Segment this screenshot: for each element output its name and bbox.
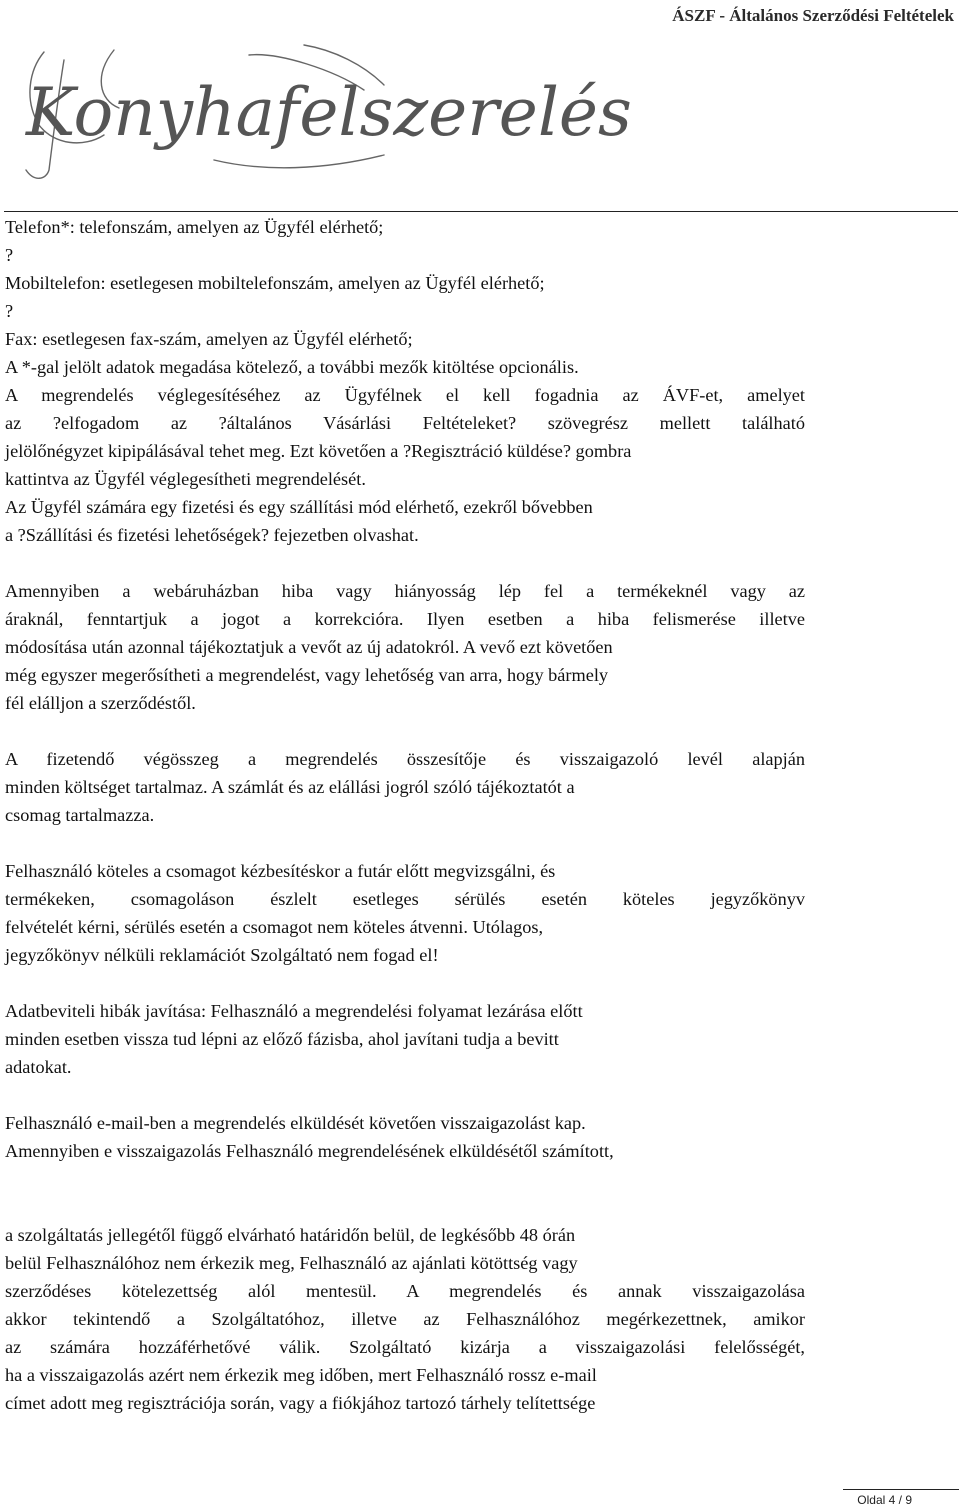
text-line: minden esetben vissza tud lépni az előző fázisba, ahol javítani tudja a bevitt [5, 1029, 559, 1049]
text-line: ? [5, 245, 14, 265]
text-line: kattintva az Ügyfél véglegesítheti megrendelését. [5, 469, 366, 489]
text-line: Felhasználó köteles a csomagot kézbesítéskor a futár előtt megvizsgálni, és [5, 861, 556, 881]
text-line: szerződéses kötelezettség alól mentesül. A megrendelés és annak visszaigazolása [5, 1281, 805, 1301]
document-header-title: ÁSZF - Általános Szerződési Feltételek [672, 6, 954, 25]
text-line: Felhasználó e-mail-ben a megrendelés elküldését követően visszaigazolást kap. [5, 1113, 586, 1133]
logo-text: Konyhafelszerelés [26, 74, 632, 151]
text-line: az ?elfogadom az ?általános Vásárlási Feltételeket? szövegrész mellett található [5, 413, 805, 433]
text-line: fél elálljon a szerződéstől. [5, 693, 196, 713]
text-line: a szolgáltatás jellegétől függő elvárható határidőn belül, de legkésőbb 48 órán [5, 1225, 576, 1245]
text-line: adatokat. [5, 1057, 72, 1077]
text-line: Amennyiben a webáruházban hiba vagy hiányosság lép fel a termékeknél vagy az [5, 581, 805, 601]
text-line: jegyzőkönyv nélküli reklamációt Szolgáltató nem fogad el! [5, 945, 439, 965]
header-rule [4, 211, 958, 212]
text-line: minden költséget tartalmaz. A számlát és az elállási jogról szóló tájékoztatót a [5, 777, 575, 797]
text-line: Telefon*: telefonszám, amelyen az Ügyfél elérhető; [5, 217, 384, 237]
text-line: A *-gal jelölt adatok megadása kötelező, a további mezők kitöltése opcionális. [5, 357, 579, 377]
text-line: A fizetendő végösszeg a megrendelés összesítője és visszaigazoló levél alapján [5, 749, 805, 769]
text-line: felvételét kérni, sérülés esetén a csomagot nem köteles átvenni. Utólagos, [5, 917, 544, 937]
text-line: ha a visszaigazolás azért nem érkezik meg időben, mert Felhasználó rossz e-mail [5, 1365, 597, 1385]
text-line: még egyszer megerősítheti a megrendelést, vagy lehetőség van arra, hogy bármely [5, 665, 609, 685]
text-line: áraknál, fenntartjuk a jogot a korrekcióra. Ilyen esetben a hiba felismerése illetve [5, 609, 805, 629]
text-line: Mobiltelefon: esetlegesen mobiltelefonszám, amelyen az Ügyfél elérhető; [5, 273, 545, 293]
logo [4, 30, 632, 190]
text-line: címet adott meg regisztrációja során, vagy a fiókjához tartozó tárhely telítettsége [5, 1393, 596, 1413]
text-line: Amennyiben e visszaigazolás Felhasználó megrendelésének elküldésétől számított, [5, 1141, 614, 1161]
text-line: akkor tekintendő a Szolgáltatóhoz, illetve az Felhasználóhoz megérkezettnek, amikor [5, 1309, 805, 1329]
page-number: Oldal 4 / 9 [857, 1493, 912, 1507]
text-line: belül Felhasználóhoz nem érkezik meg, Felhasználó az ajánlati kötöttség vagy [5, 1253, 578, 1273]
text-line: jelölőnégyzet kipipálásával tehet meg. Ezt követően a ?Regisztráció küldése? gombra [5, 441, 632, 461]
document-body [5, 213, 805, 1417]
text-line: Fax: esetlegesen fax-szám, amelyen az Ügyfél elérhető; [5, 329, 413, 349]
text-line: csomag tartalmazza. [5, 805, 155, 825]
text-line: a ?Szállítási és fizetési lehetőségek? fejezetben olvashat. [5, 525, 419, 545]
text-line: termékeken, csomagoláson észlelt esetleges sérülés esetén köteles jegyzőkönyv [5, 889, 805, 909]
text-line: ? [5, 301, 14, 321]
text-line: Adatbeviteli hibák javítása: Felhasználó a megrendelési folyamat lezárása előtt [5, 1001, 583, 1021]
footer-rule [843, 1489, 959, 1490]
text-line: módosítása után azonnal tájékoztatjuk a vevőt az új adatokról. A vevő ezt követően [5, 637, 613, 657]
text-line: az számára hozzáférhetővé válik. Szolgáltató kizárja a visszaigazolási felelősségét, [5, 1337, 805, 1357]
text-line: Az Ügyfél számára egy fizetési és egy szállítási mód elérhető, ezekről bővebben [5, 497, 593, 517]
text-line: A megrendelés véglegesítéséhez az Ügyfélnek el kell fogadnia az ÁVF-et, amelyet [5, 385, 805, 405]
